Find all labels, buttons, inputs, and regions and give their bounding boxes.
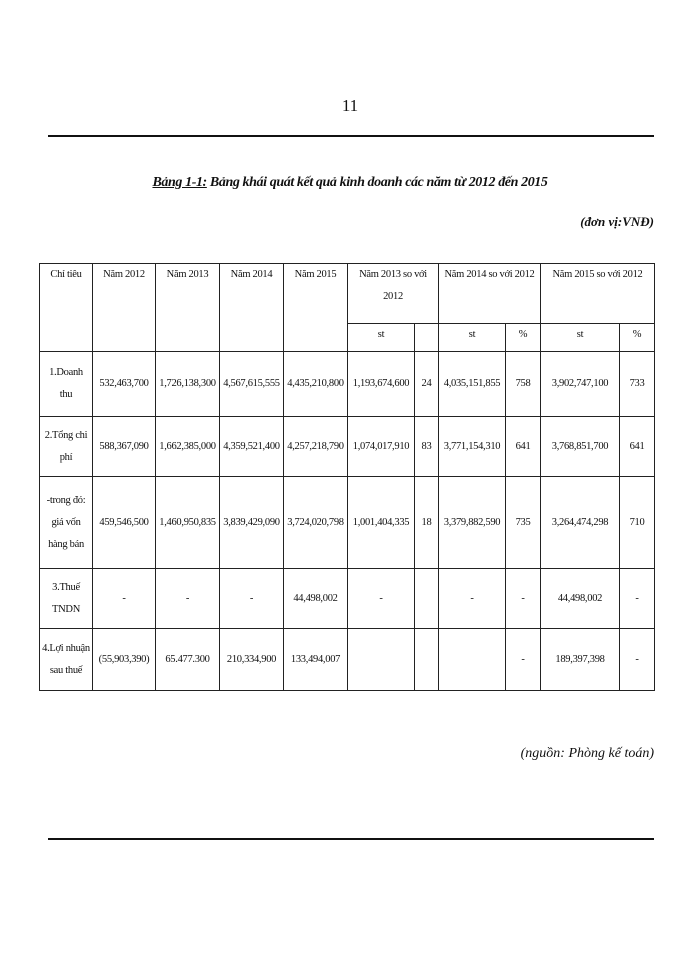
subheader-st-2013: st [348, 324, 415, 352]
table-row [40, 352, 655, 417]
cell-st-2014: 3,771,154,310 [439, 417, 506, 477]
cell-st-2013: - [348, 569, 415, 629]
cell-st-2014 [439, 629, 506, 691]
cell-st-2014: 4,035,151,855 [439, 352, 506, 417]
header-year-2013: Năm 2013 [156, 264, 220, 352]
table-title-prefix: Bảng 1-1: [152, 175, 207, 190]
top-rule [48, 135, 654, 137]
cell-pct-2013: 24 [415, 352, 439, 417]
cell-st-2015: 44,498,002 [541, 569, 620, 629]
header-year-2014: Năm 2014 [220, 264, 284, 352]
cell-pct-2015: 733 [620, 352, 655, 417]
header-year-2015: Năm 2015 [284, 264, 348, 352]
cell-st-2013: 1,074,017,910 [348, 417, 415, 477]
cell-st-2013: 1,193,674,600 [348, 352, 415, 417]
cell-2013: 1,460,950,835 [156, 477, 220, 569]
cell-2012: 588,367,090 [93, 417, 156, 477]
table-title-text: Bảng khái quát kết quả kinh doanh các năm từ 2012 đến 2015 [206, 175, 548, 190]
cell-2012: 532,463,700 [93, 352, 156, 417]
cell-2014: 3,839,429,090 [220, 477, 284, 569]
cell-st-2013: 1,001,404,335 [348, 477, 415, 569]
cell-2015: 4,257,218,790 [284, 417, 348, 477]
cell-2013: 1,662,385,000 [156, 417, 220, 477]
table-title [40, 175, 660, 191]
cell-2013: - [156, 569, 220, 629]
cell-st-2015: 3,768,851,700 [541, 417, 620, 477]
table-row [40, 417, 655, 477]
cell-st-2014: 3,379,882,590 [439, 477, 506, 569]
table-row [40, 569, 655, 629]
cell-pct-2013 [415, 629, 439, 691]
cell-st-2014: - [439, 569, 506, 629]
cell-st-2015: 3,264,474,298 [541, 477, 620, 569]
cell-st-2015: 189,397,398 [541, 629, 620, 691]
row-label: -trong đó: giá vốn hàng bán [40, 477, 93, 569]
header-compare-2013: Năm 2013 so với 2012 [348, 264, 439, 324]
cell-pct-2013 [415, 569, 439, 629]
cell-pct-2013: 83 [415, 417, 439, 477]
subheader-st-2015: st [541, 324, 620, 352]
cell-st-2013 [348, 629, 415, 691]
unit-note: (đơn vị:VNĐ) [580, 214, 654, 229]
source-note: (nguồn: Phòng kế toán) [520, 746, 654, 761]
bottom-rule [48, 838, 654, 840]
row-label: 4.Lợi nhuận sau thuế [40, 629, 93, 691]
cell-pct-2014: - [506, 569, 541, 629]
cell-2014: - [220, 569, 284, 629]
subheader-pct-2015: % [620, 324, 655, 352]
cell-2013: 65.477.300 [156, 629, 220, 691]
business-results-table [39, 263, 655, 691]
subheader-empty-2013 [415, 324, 439, 352]
cell-2014: 4,567,615,555 [220, 352, 284, 417]
cell-pct-2013: 18 [415, 477, 439, 569]
subheader-st-2014: st [439, 324, 506, 352]
header-indicator: Chỉ tiêu [40, 264, 93, 352]
cell-pct-2015: 710 [620, 477, 655, 569]
subheader-pct-2014: % [506, 324, 541, 352]
cell-2015: 3,724,020,798 [284, 477, 348, 569]
cell-pct-2015: 641 [620, 417, 655, 477]
cell-pct-2014: 641 [506, 417, 541, 477]
row-label: 2.Tổng chi phí [40, 417, 93, 477]
cell-2015: 4,435,210,800 [284, 352, 348, 417]
cell-pct-2014: - [506, 629, 541, 691]
row-label: 1.Doanh thu [40, 352, 93, 417]
cell-pct-2014: 758 [506, 352, 541, 417]
cell-2012: (55,903,390) [93, 629, 156, 691]
cell-2012: 459,546,500 [93, 477, 156, 569]
header-compare-2014: Năm 2014 so với 2012 [439, 264, 541, 324]
cell-pct-2015: - [620, 629, 655, 691]
cell-st-2015: 3,902,747,100 [541, 352, 620, 417]
cell-2012: - [93, 569, 156, 629]
cell-2013: 1,726,138,300 [156, 352, 220, 417]
row-label: 3.Thuế TNDN [40, 569, 93, 629]
cell-2015: 44,498,002 [284, 569, 348, 629]
header-compare-2015: Năm 2015 so với 2012 [541, 264, 655, 324]
cell-2015: 133,494,007 [284, 629, 348, 691]
cell-pct-2014: 735 [506, 477, 541, 569]
cell-2014: 210,334,900 [220, 629, 284, 691]
page-number: 11 [341, 96, 359, 115]
header-year-2012: Năm 2012 [93, 264, 156, 352]
header-row [40, 264, 655, 324]
table-row [40, 629, 655, 691]
table-row [40, 477, 655, 569]
cell-pct-2015: - [620, 569, 655, 629]
cell-2014: 4,359,521,400 [220, 417, 284, 477]
